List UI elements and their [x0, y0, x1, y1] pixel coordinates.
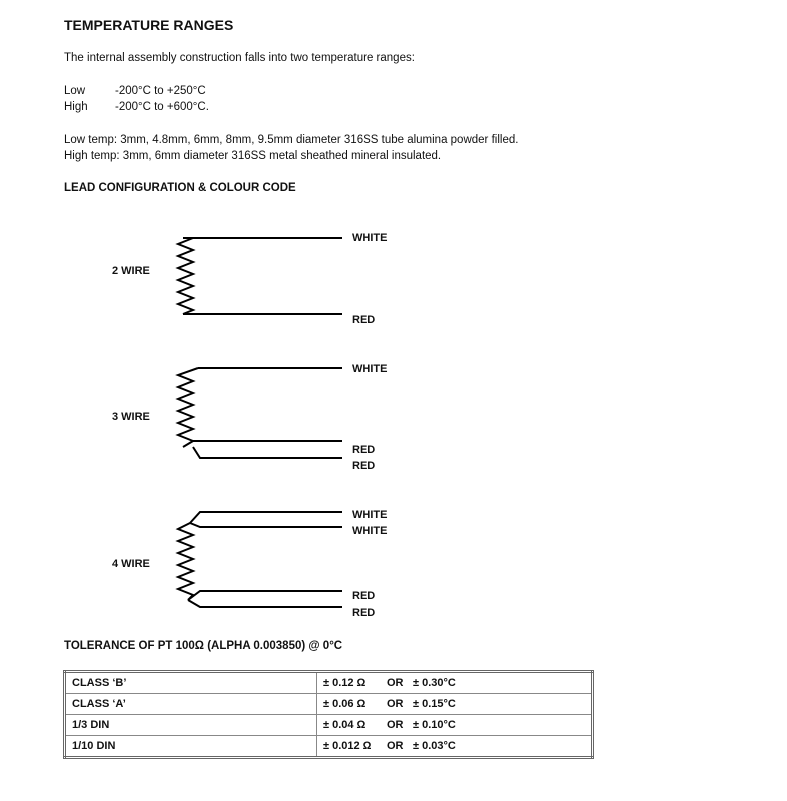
temp-value: ± 0.03°C: [413, 740, 456, 752]
value-cell: [317, 694, 593, 715]
four-wire-lead-red-2: [188, 600, 342, 607]
note-low-temp: Low temp: 3mm, 4.8mm, 6mm, 8mm, 9.5mm diameter 316SS tube alumina powder filled.: [64, 134, 519, 146]
ohm-value: ± 0.012 Ω: [323, 740, 372, 752]
four-wire-lead-white-1: [190, 512, 342, 523]
temp-value: ± 0.30°C: [413, 677, 456, 689]
table-row: [65, 715, 593, 736]
value-cell: [317, 715, 593, 736]
table-row: [65, 694, 593, 715]
four-wire-color-white-1: WHITE: [352, 509, 388, 521]
three-wire-color-red-2: RED: [352, 460, 376, 472]
or-text: OR: [387, 719, 404, 731]
three-wire-diagram: [178, 368, 342, 458]
tolerance-table: [63, 670, 594, 759]
value-cell: [317, 736, 593, 758]
three-wire-color-white: WHITE: [352, 363, 388, 375]
range-low-label: Low: [64, 85, 86, 97]
three-wire-label: 3 WIRE: [112, 411, 150, 423]
three-wire-color-red-1: RED: [352, 444, 376, 456]
two-wire-resistor: [178, 238, 193, 314]
ohm-value: ± 0.12 Ω: [323, 677, 366, 689]
three-wire-lead-red-2: [193, 447, 342, 458]
four-wire-lead-red-1: [188, 591, 342, 600]
or-text: OR: [387, 698, 404, 710]
table-row: [65, 736, 593, 758]
four-wire-diagram: [178, 512, 342, 607]
class-cell: CLASS ‘B’: [65, 672, 317, 694]
four-wire-color-red-2: RED: [352, 607, 376, 619]
temp-value: ± 0.15°C: [413, 698, 456, 710]
four-wire-color-white-2: WHITE: [352, 525, 388, 537]
value-cell: [317, 672, 593, 694]
four-wire-lead-white-2: [190, 523, 342, 527]
or-text: OR: [387, 740, 404, 752]
lead-config-heading: LEAD CONFIGURATION & COLOUR CODE: [64, 182, 296, 194]
class-cell: 1/10 DIN: [65, 736, 317, 758]
two-wire-color-white: WHITE: [352, 232, 388, 244]
intro-text: The internal assembly construction falls into two temperature ranges:: [64, 52, 415, 64]
range-high-value: -200°C to +600°C.: [115, 101, 209, 113]
range-high-label: High: [64, 101, 88, 113]
ohm-value: ± 0.06 Ω: [323, 698, 366, 710]
class-cell: CLASS ‘A’: [65, 694, 317, 715]
three-wire-resistor: [178, 368, 198, 447]
temp-value: ± 0.10°C: [413, 719, 456, 731]
page-title: TEMPERATURE RANGES: [64, 17, 234, 33]
two-wire-label: 2 WIRE: [112, 265, 150, 277]
four-wire-resistor: [178, 523, 193, 600]
ohm-value: ± 0.04 Ω: [323, 719, 366, 731]
table-row: [65, 672, 593, 694]
four-wire-label: 4 WIRE: [112, 558, 150, 570]
or-text: OR: [387, 677, 404, 689]
range-low-value: -200°C to +250°C: [115, 85, 206, 97]
note-high-temp: High temp: 3mm, 6mm diameter 316SS metal sheathed mineral insulated.: [64, 150, 442, 162]
two-wire-diagram: [178, 238, 342, 314]
two-wire-color-red: RED: [352, 314, 376, 326]
four-wire-color-red-1: RED: [352, 590, 376, 602]
class-cell: 1/3 DIN: [65, 715, 317, 736]
tolerance-heading: TOLERANCE OF PT 100Ω (ALPHA 0.003850) @ 0°C: [64, 640, 343, 652]
